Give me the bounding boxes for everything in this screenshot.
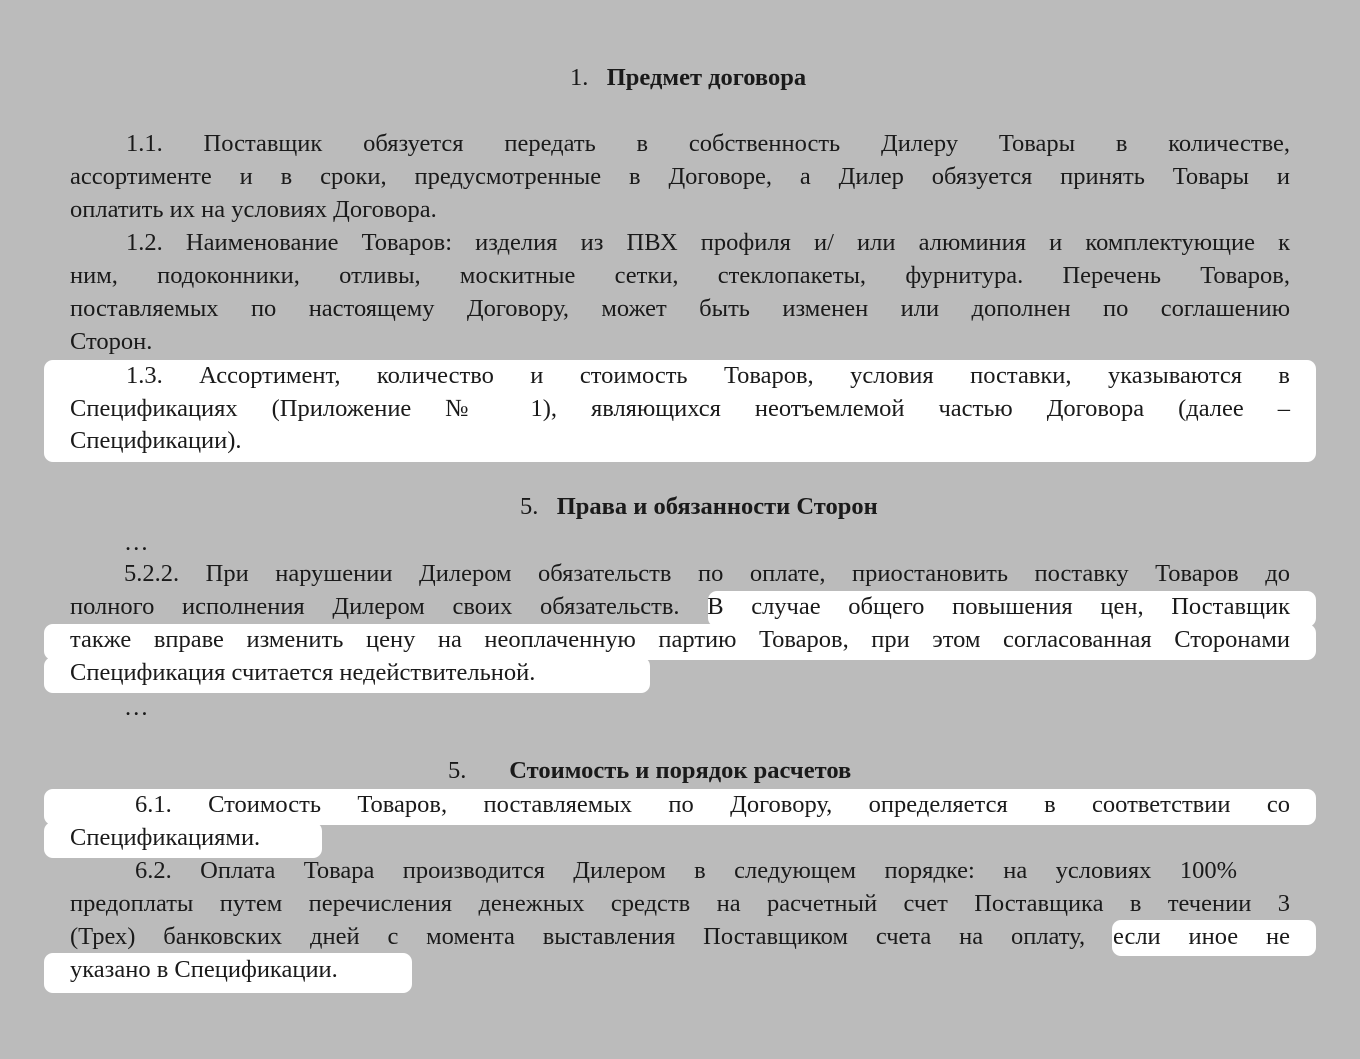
section-number: 1. [570,64,589,91]
clause-5-2-2-line: полного исполнения Дилером своих обязательств. В случае общего повышения цен, Поставщик [70,593,1290,620]
clause-5-2-2-line: 5.2.2. При нарушении Дилером обязательств по оплате, приостановить поставку Товаров до [124,560,1290,587]
section-heading-5 [520,492,878,522]
ellipsis: … [124,694,149,721]
clause-5-2-2-line: Спецификация считается недействительной. [70,659,536,686]
clause-1-1-line: 1.1. Поставщик обязуется передать в собственность Дилеру Товары в количестве, [126,130,1290,157]
clause-6-1-line: 6.1. Стоимость Товаров, поставляемых по Договору, определяется в соответствии со [135,791,1290,818]
clause-1-2-line: 1.2. Наименование Товаров: изделия из ПВХ профиля и/ или алюминия и комплектующие к [126,229,1290,256]
clause-1-1-line: ассортименте и в сроки, предусмотренные в Договоре, а Дилер обязуется принять Товары и [70,163,1290,190]
section-title: Стоимость и порядок расчетов [509,757,852,784]
clause-1-3-line: 1.3. Ассортимент, количество и стоимость Товаров, условия поставки, указываются в [126,362,1290,389]
clause-1-3-line: Спецификации). [70,427,242,454]
section-heading-1 [570,63,806,93]
section-title: Предмет договора [606,64,807,91]
clause-1-2-line: Сторон. [70,328,153,355]
clause-5-2-2-line: также вправе изменить цену на неоплаченную партию Товаров, при этом согласованная Сторонами [70,626,1290,653]
section-title: Права и обязанности Сторон [556,493,878,520]
clause-1-3-line: Спецификациях (Приложение № 1), являющихся неотъемлемой частью Договора (далее – [70,395,1290,422]
section-number: 5. [520,493,539,520]
clause-1-2-line: поставляемых по настоящему Договору, может быть изменен или дополнен по соглашению [70,295,1290,322]
clause-1-2-line: ним, подоконники, отливы, москитные сетки, стеклопакеты, фурнитура. Перечень Товаров, [70,262,1290,289]
clause-6-1-line: Спецификациями. [70,824,261,851]
clause-6-2-line: 6.2. Оплата Товара производится Дилером в следующем порядке: на условиях 100% [135,857,1237,884]
clause-1-1-line: оплатить их на условиях Договора. [70,196,437,223]
clause-6-2-line: указано в Спецификации. [70,956,338,983]
ellipsis: … [124,529,149,556]
section-number: 5. [448,757,467,784]
section-heading-6 [448,756,851,786]
clause-6-2-line: предоплаты путем перечисления денежных средств на расчетный счет Поставщика в течении 3 [70,890,1290,917]
clause-6-2-line: (Трех) банковских дней с момента выставления Поставщиком счета на оплату, если иное не [70,923,1290,950]
